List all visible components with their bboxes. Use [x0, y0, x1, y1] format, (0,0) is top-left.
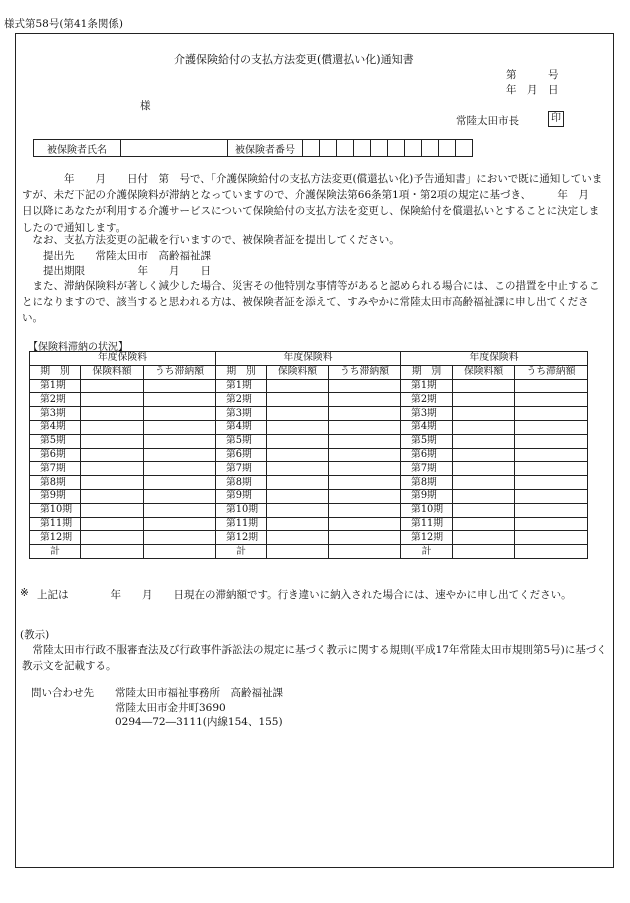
arrears-cell [515, 407, 588, 421]
document-number: 第 号 [506, 69, 559, 81]
arrears-table [29, 351, 588, 559]
instruction-text: 常陸太田市行政不服審査法及び行政事件訴訟法の規定に基づく教示に関する規則(平成17年常陸太田市規則第5号)に基づく教示文を記載する。 [22, 644, 607, 672]
arrears-cell [515, 545, 588, 559]
premium-cell [81, 545, 144, 559]
contact-label: 問い合わせ先 [31, 687, 94, 699]
premium-header: 保険料額 [267, 365, 329, 379]
arrears-cell [329, 448, 401, 462]
premium-cell [267, 379, 329, 393]
period-row [30, 489, 588, 503]
premium-cell [267, 476, 329, 490]
period-row [30, 531, 588, 545]
premium-cell [81, 517, 144, 531]
period-row [30, 462, 588, 476]
year-header: 年度保険料 [216, 352, 401, 366]
arrears-cell [144, 420, 216, 434]
period-label: 第10期 [30, 503, 81, 517]
document-date: 年 月 日 [506, 84, 559, 96]
insured-number-digit [371, 140, 388, 157]
note-text: 上記は 年 月 日現在の滞納額です。行き違いに納入された場合には、速やかに申し出てください。 [37, 589, 572, 601]
addressee-suffix: 様 [140, 100, 151, 112]
arrears-cell [515, 503, 588, 517]
period-header: 期 別 [401, 365, 453, 379]
period-label: 第3期 [216, 407, 267, 421]
arrears-cell [515, 489, 588, 503]
insured-number-digit [303, 140, 320, 157]
period-label: 第1期 [216, 379, 267, 393]
arrears-cell [144, 545, 216, 559]
total-row [30, 545, 588, 559]
arrears-cell [144, 407, 216, 421]
arrears-cell [515, 379, 588, 393]
total-label: 計 [30, 545, 81, 559]
period-row [30, 379, 588, 393]
year-header: 年度保険料 [30, 352, 216, 366]
period-row [30, 503, 588, 517]
arrears-cell [329, 476, 401, 490]
contact-address: 常陸太田市金井町3690 [115, 702, 226, 714]
period-label: 第5期 [216, 434, 267, 448]
premium-cell [453, 462, 515, 476]
period-label: 第7期 [30, 462, 81, 476]
arrears-cell [515, 448, 588, 462]
form-id: 様式第58号(第41条関係) [4, 18, 123, 30]
premium-cell [453, 420, 515, 434]
period-label: 第2期 [30, 393, 81, 407]
arrears-header: うち滞納額 [144, 365, 216, 379]
arrears-cell [144, 393, 216, 407]
contact-office: 常陸太田市福祉事務所 高齢福祉課 [115, 687, 283, 699]
premium-cell [267, 462, 329, 476]
instruction-heading: (教示) [20, 629, 50, 641]
arrears-cell [515, 531, 588, 545]
arrears-cell [515, 420, 588, 434]
premium-cell [81, 393, 144, 407]
premium-cell [267, 545, 329, 559]
period-label: 第2期 [216, 393, 267, 407]
insured-number-digit [405, 140, 422, 157]
insured-number-digit [439, 140, 456, 157]
arrears-cell [329, 393, 401, 407]
body-paragraph-3: また、滞納保険料が著しく減少した場合、災害その他特別な事情等があると認められる場合には、この措置を中止することになりますので、該当すると思われる方は、被保険者証を添えて、すみやかに常陸太田市高齢福祉課に申し出てください。 [22, 280, 600, 325]
premium-cell [267, 503, 329, 517]
period-label: 第3期 [30, 407, 81, 421]
period-label: 第6期 [216, 448, 267, 462]
premium-cell [81, 434, 144, 448]
period-label: 第11期 [216, 517, 267, 531]
arrears-cell [144, 531, 216, 545]
period-row [30, 517, 588, 531]
premium-cell [81, 379, 144, 393]
arrears-cell [515, 517, 588, 531]
period-label: 第8期 [216, 476, 267, 490]
premium-cell [453, 476, 515, 490]
arrears-cell [329, 462, 401, 476]
period-label: 第12期 [401, 531, 453, 545]
premium-header: 保険料額 [81, 365, 144, 379]
period-label: 第4期 [401, 420, 453, 434]
arrears-cell [515, 476, 588, 490]
period-label: 第11期 [401, 517, 453, 531]
premium-cell [453, 379, 515, 393]
period-label: 第6期 [401, 448, 453, 462]
premium-cell [81, 407, 144, 421]
insured-number-digit [320, 140, 337, 157]
total-label: 計 [401, 545, 453, 559]
insured-number-digit [354, 140, 371, 157]
period-row [30, 420, 588, 434]
premium-cell [453, 545, 515, 559]
premium-cell [453, 448, 515, 462]
arrears-cell [515, 434, 588, 448]
submission-deadline: 提出期限 年 月 日 [22, 265, 211, 277]
arrears-cell [329, 545, 401, 559]
premium-cell [267, 531, 329, 545]
insured-number-digit [337, 140, 354, 157]
sender-name: 常陸太田市長 [456, 115, 519, 127]
premium-cell [453, 531, 515, 545]
arrears-cell [144, 379, 216, 393]
arrears-header: うち滞納額 [515, 365, 588, 379]
insured-info-table [33, 139, 473, 157]
insured-number-digit [456, 140, 473, 157]
insured-name-label: 被保険者氏名 [34, 140, 121, 157]
period-label: 第2期 [401, 393, 453, 407]
arrears-cell [515, 462, 588, 476]
premium-cell [453, 517, 515, 531]
contact-phone: 0294―72―3111(内線154、155) [115, 716, 283, 728]
premium-cell [81, 503, 144, 517]
insured-number-digit [422, 140, 439, 157]
period-row [30, 393, 588, 407]
arrears-cell [329, 489, 401, 503]
period-label: 第11期 [30, 517, 81, 531]
note-mark: ※ [20, 587, 29, 599]
period-label: 第6期 [30, 448, 81, 462]
period-label: 第9期 [30, 489, 81, 503]
premium-cell [453, 503, 515, 517]
year-header: 年度保険料 [401, 352, 588, 366]
premium-cell [453, 434, 515, 448]
arrears-cell [144, 434, 216, 448]
premium-cell [267, 407, 329, 421]
premium-cell [267, 517, 329, 531]
arrears-cell [329, 434, 401, 448]
period-header: 期 別 [30, 365, 81, 379]
total-label: 計 [216, 545, 267, 559]
period-row [30, 476, 588, 490]
period-row [30, 434, 588, 448]
period-label: 第5期 [30, 434, 81, 448]
period-label: 第8期 [401, 476, 453, 490]
arrears-cell [329, 407, 401, 421]
submission-destination: 提出先 常陸太田市 高齢福祉課 [22, 250, 211, 262]
body-paragraph-2: なお、支払方法変更の記載を行いますので、被保険者証を提出してください。 [22, 234, 400, 246]
premium-cell [453, 393, 515, 407]
insured-number-digit [388, 140, 405, 157]
arrears-cell [144, 476, 216, 490]
document-title: 介護保険給付の支払方法変更(償還払い化)通知書 [174, 53, 414, 66]
arrears-cell [515, 393, 588, 407]
premium-cell [81, 420, 144, 434]
period-label: 第8期 [30, 476, 81, 490]
period-label: 第5期 [401, 434, 453, 448]
premium-cell [453, 489, 515, 503]
premium-cell [81, 476, 144, 490]
arrears-caption: 【保険料滞納の状況】 [28, 342, 128, 353]
premium-cell [453, 407, 515, 421]
period-label: 第3期 [401, 407, 453, 421]
premium-cell [267, 448, 329, 462]
insured-name-field [121, 140, 228, 157]
premium-cell [81, 531, 144, 545]
arrears-cell [144, 517, 216, 531]
period-label: 第7期 [401, 462, 453, 476]
period-label: 第10期 [401, 503, 453, 517]
period-label: 第10期 [216, 503, 267, 517]
period-label: 第12期 [30, 531, 81, 545]
arrears-cell [144, 503, 216, 517]
premium-cell [81, 462, 144, 476]
arrears-cell [329, 531, 401, 545]
arrears-cell [329, 379, 401, 393]
period-label: 第7期 [216, 462, 267, 476]
period-label: 第9期 [401, 489, 453, 503]
arrears-cell [329, 517, 401, 531]
period-header: 期 別 [216, 365, 267, 379]
period-label: 第1期 [30, 379, 81, 393]
period-label: 第9期 [216, 489, 267, 503]
arrears-cell [329, 420, 401, 434]
premium-cell [267, 393, 329, 407]
premium-cell [267, 489, 329, 503]
arrears-cell [144, 448, 216, 462]
arrears-cell [144, 489, 216, 503]
arrears-header: うち滞納額 [329, 365, 401, 379]
premium-header: 保険料額 [453, 365, 515, 379]
body-paragraph-1: 年 月 日付 第 号で、「介護保険給付の支払方法変更(償還払い化)予告通知書」においで既に通知していますが、未だ下記の介護保険料が滞納となっていますので、介護保険法第66条第1項・第2項の規定に基づき、 年 月 日以降にあなたが利用する介護サービスについて保険給付の支払方法を変更し、保険給付を償還払いとすることに決定しましたので通知します。 [22, 173, 603, 234]
arrears-cell [329, 503, 401, 517]
arrears-body [30, 379, 588, 558]
period-label: 第1期 [401, 379, 453, 393]
insured-number-label: 被保険者番号 [228, 140, 303, 157]
premium-cell [81, 489, 144, 503]
period-label: 第4期 [216, 420, 267, 434]
seal-box: 印 [548, 111, 564, 127]
period-row [30, 448, 588, 462]
premium-cell [267, 434, 329, 448]
period-label: 第12期 [216, 531, 267, 545]
period-label: 第4期 [30, 420, 81, 434]
premium-cell [267, 420, 329, 434]
arrears-cell [144, 462, 216, 476]
premium-cell [81, 448, 144, 462]
period-row [30, 407, 588, 421]
